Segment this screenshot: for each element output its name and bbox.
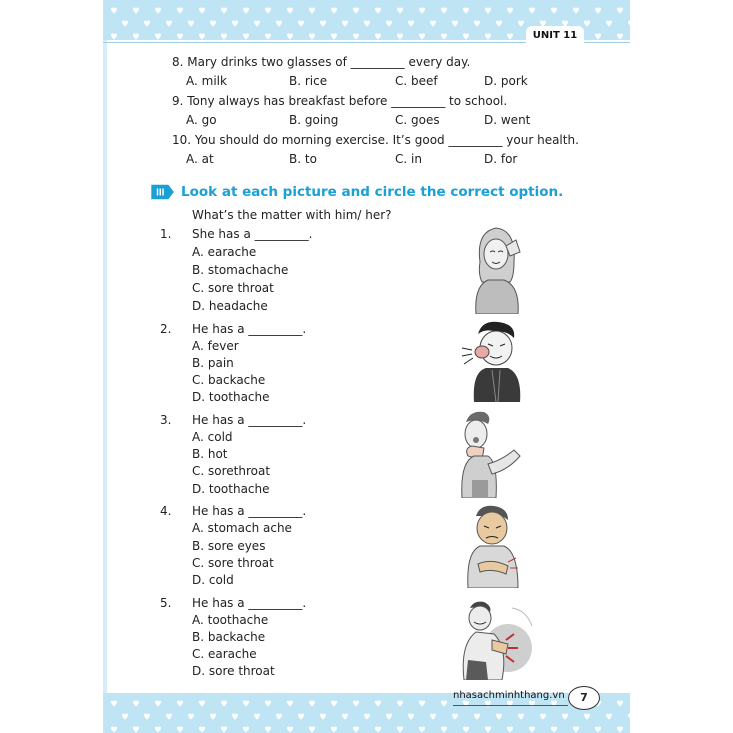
heart-decoration-icon [177,34,183,41]
heart-decoration-icon [320,714,326,721]
heart-decoration-icon [419,727,425,733]
question-10-option-a[interactable]: A. at [186,152,214,166]
heart-decoration-icon [122,714,128,721]
heart-decoration-icon [298,714,304,721]
heart-decoration-icon [408,21,414,28]
item-2-option-c[interactable]: C. backache [192,373,266,387]
heart-decoration-icon [441,727,447,733]
section-number-badge [150,183,176,201]
heart-decoration-icon [540,714,546,721]
heart-decoration-icon [265,34,271,41]
heart-decoration-icon [485,701,491,708]
heart-decoration-icon [188,21,194,28]
heart-decoration-icon [111,701,117,708]
heart-decoration-icon [507,8,513,15]
heart-decoration-icon [144,21,150,28]
heart-decoration-icon [419,34,425,41]
heart-decoration-icon [595,727,601,733]
item-1-option-d[interactable]: D. headache [192,299,268,313]
heart-decoration-icon [551,8,557,15]
question-10-stem: 10. You should do morning exercise. It’s good _________ your health. [172,133,579,147]
man-stomachache-icon [462,502,524,588]
question-10-option-b[interactable]: B. to [289,152,317,166]
heart-decoration-icon [529,8,535,15]
worksheet-page [103,0,630,733]
heart-decoration-icon [111,8,117,15]
item-5-number: 5. [160,596,172,610]
item-4-stem: He has a _________. [192,504,307,518]
heart-decoration-icon [518,21,524,28]
heart-decoration-icon [397,701,403,708]
heart-decoration-icon [122,21,128,28]
heart-decoration-icon [364,21,370,28]
heart-decoration-icon [463,727,469,733]
heart-decoration-icon [419,701,425,708]
question-9-option-d[interactable]: D. went [484,113,531,127]
heart-decoration-icon [331,34,337,41]
heart-decoration-icon [364,714,370,721]
heart-decoration-icon [507,34,513,41]
heart-decoration-icon [573,727,579,733]
heart-decoration-icon [111,727,117,733]
item-2-option-b[interactable]: B. pain [192,356,234,370]
item-1-stem: She has a _________. [192,227,313,241]
item-2-number: 2. [160,322,172,336]
heart-decoration-icon [441,34,447,41]
unit-label: UNIT 11 [526,26,584,44]
item-1-option-a[interactable]: A. earache [192,245,257,259]
heart-decoration-icon [463,8,469,15]
heart-decoration-icon [309,727,315,733]
heart-decoration-icon [199,727,205,733]
heart-decoration-icon [265,727,271,733]
heart-decoration-icon [265,8,271,15]
heart-decoration-icon [485,727,491,733]
question-8-stem: 8. Mary drinks two glasses of _________ every day. [172,55,471,69]
heart-decoration-icon [188,714,194,721]
heart-decoration-icon [177,701,183,708]
question-9-option-c[interactable]: C. goes [395,113,440,127]
heart-decoration-icon [485,8,491,15]
heart-decoration-icon [331,701,337,708]
heart-decoration-icon [287,727,293,733]
heart-decoration-icon [496,714,502,721]
footer-website[interactable]: nhasachminhthang.vn [453,690,565,701]
heart-decoration-icon [463,701,469,708]
heart-decoration-icon [133,727,139,733]
heart-decoration-icon [617,727,623,733]
heart-decoration-icon [221,34,227,41]
heart-decoration-icon [452,714,458,721]
heart-decoration-icon [474,714,480,721]
heart-decoration-icon [133,701,139,708]
section-title: Look at each picture and circle the correct option. [181,184,564,200]
heart-decoration-icon [342,21,348,28]
item-2-option-a[interactable]: A. fever [192,339,239,353]
item-3-option-a[interactable]: A. cold [192,430,233,444]
footer-rule [453,705,568,706]
heart-decoration-icon [452,21,458,28]
heart-decoration-icon [287,34,293,41]
heart-decoration-icon [595,34,601,41]
heart-decoration-icon [353,727,359,733]
heart-decoration-icon [397,727,403,733]
item-4-option-d[interactable]: D. cold [192,573,234,587]
item-1-option-b[interactable]: B. stomachache [192,263,289,277]
heart-decoration-icon [276,21,282,28]
heart-decoration-icon [254,21,260,28]
heart-decoration-icon [320,21,326,28]
heart-decoration-icon [606,714,612,721]
heart-decoration-icon [441,701,447,708]
item-4-option-c[interactable]: C. sore throat [192,556,274,570]
heart-decoration-icon [155,701,161,708]
heart-decoration-icon [507,727,513,733]
item-5-option-b[interactable]: B. backache [192,630,266,644]
heart-decoration-icon [243,701,249,708]
heart-decoration-icon [595,8,601,15]
heart-decoration-icon [375,727,381,733]
heart-decoration-icon [430,21,436,28]
heart-decoration-icon [309,8,315,15]
heart-decoration-icon [210,21,216,28]
heart-decoration-icon [166,714,172,721]
item-2-stem: He has a _________. [192,322,307,336]
heart-decoration-icon [551,727,557,733]
heart-decoration-icon [177,8,183,15]
heart-decoration-icon [221,8,227,15]
heart-decoration-icon [617,8,623,15]
heart-decoration-icon [375,701,381,708]
heart-decoration-icon [386,21,392,28]
heart-decoration-icon [177,727,183,733]
heart-decoration-icon [221,701,227,708]
left-border-strip [103,40,107,693]
heart-decoration-icon [628,714,630,721]
heart-decoration-icon [606,21,612,28]
heart-decoration-icon [441,8,447,15]
man-backache-icon [446,600,534,680]
heart-decoration-icon [573,8,579,15]
heart-decoration-icon [309,701,315,708]
heart-decoration-icon [210,714,216,721]
heart-decoration-icon [584,21,590,28]
heart-decoration-icon [463,34,469,41]
heart-decoration-icon [518,714,524,721]
heart-decoration-icon [155,8,161,15]
heart-decoration-icon [562,714,568,721]
question-8-option-a[interactable]: A. milk [186,74,227,88]
heart-decoration-icon [298,21,304,28]
item-1-option-c[interactable]: C. sore throat [192,281,274,295]
heart-decoration-icon [155,727,161,733]
heart-decoration-icon [243,8,249,15]
heart-decoration-icon [232,21,238,28]
heart-decoration-icon [287,8,293,15]
item-3-number: 3. [160,413,172,427]
heart-decoration-icon [408,714,414,721]
item-3-stem: He has a _________. [192,413,307,427]
heart-decoration-icon [419,8,425,15]
question-8-option-c[interactable]: C. beef [395,74,438,88]
question-10-option-d[interactable]: D. for [484,152,518,166]
heart-decoration-icon [254,714,260,721]
heart-decoration-icon [133,8,139,15]
heart-decoration-icon [199,701,205,708]
question-9-stem: 9. Tony always has breakfast before _________ to school. [172,94,508,108]
heart-decoration-icon [617,34,623,41]
heart-decoration-icon [199,8,205,15]
heart-decoration-icon [133,34,139,41]
heart-decoration-icon [243,727,249,733]
heart-decoration-icon [430,714,436,721]
section-prompt: What’s the matter with him/ her? [192,208,392,222]
heart-decoration-icon [529,701,535,708]
question-9-option-a[interactable]: A. go [186,113,217,127]
item-4-option-b[interactable]: B. sore eyes [192,539,266,553]
heart-decoration-icon [386,714,392,721]
heart-decoration-icon [375,8,381,15]
item-5-option-c[interactable]: C. earache [192,647,257,661]
item-1-number: 1. [160,227,172,241]
heart-decoration-icon [144,714,150,721]
heart-decoration-icon [111,34,117,41]
item-5-option-d[interactable]: D. sore throat [192,664,275,678]
heart-decoration-icon [232,714,238,721]
heart-decoration-icon [496,21,502,28]
item-2-option-d[interactable]: D. toothache [192,390,270,404]
heart-decoration-icon [617,701,623,708]
heart-decoration-icon [243,34,249,41]
page-number: 7 [568,686,600,710]
heart-decoration-icon [397,8,403,15]
question-8-option-d[interactable]: D. pork [484,74,528,88]
heart-decoration-icon [331,727,337,733]
question-8-option-b[interactable]: B. rice [289,74,328,88]
heart-decoration-icon [397,34,403,41]
heart-decoration-icon [276,714,282,721]
item-3-option-d[interactable]: D. toothache [192,482,270,496]
heart-decoration-icon [353,34,359,41]
heart-decoration-icon [584,714,590,721]
heart-decoration-icon [331,8,337,15]
heart-decoration-icon [485,34,491,41]
item-5-stem: He has a _________. [192,596,307,610]
item-4-number: 4. [160,504,172,518]
item-4-option-a[interactable]: A. stomach ache [192,521,292,535]
heart-decoration-icon [199,34,205,41]
heart-decoration-icon [309,34,315,41]
heart-decoration-icon [155,34,161,41]
heart-decoration-icon [529,727,535,733]
item-3-option-b[interactable]: B. hot [192,447,228,461]
heart-decoration-icon [551,701,557,708]
question-9-option-b[interactable]: B. going [289,113,339,127]
heart-decoration-icon [166,21,172,28]
heart-decoration-icon [628,21,630,28]
section-number: III [156,187,165,199]
item-3-option-c[interactable]: C. sorethroat [192,464,271,478]
heart-decoration-icon [353,701,359,708]
heart-decoration-icon [287,701,293,708]
boy-toothache-icon [456,318,526,402]
heart-decoration-icon [375,34,381,41]
man-sore-throat-icon [458,410,530,498]
item-5-option-a[interactable]: A. toothache [192,613,269,627]
heart-decoration-icon [265,701,271,708]
heart-decoration-icon [474,21,480,28]
heart-decoration-icon [221,727,227,733]
heart-decoration-icon [507,701,513,708]
question-10-option-c[interactable]: C. in [395,152,422,166]
heart-decoration-icon [353,8,359,15]
heart-decoration-icon [342,714,348,721]
woman-headache-icon [466,222,526,314]
